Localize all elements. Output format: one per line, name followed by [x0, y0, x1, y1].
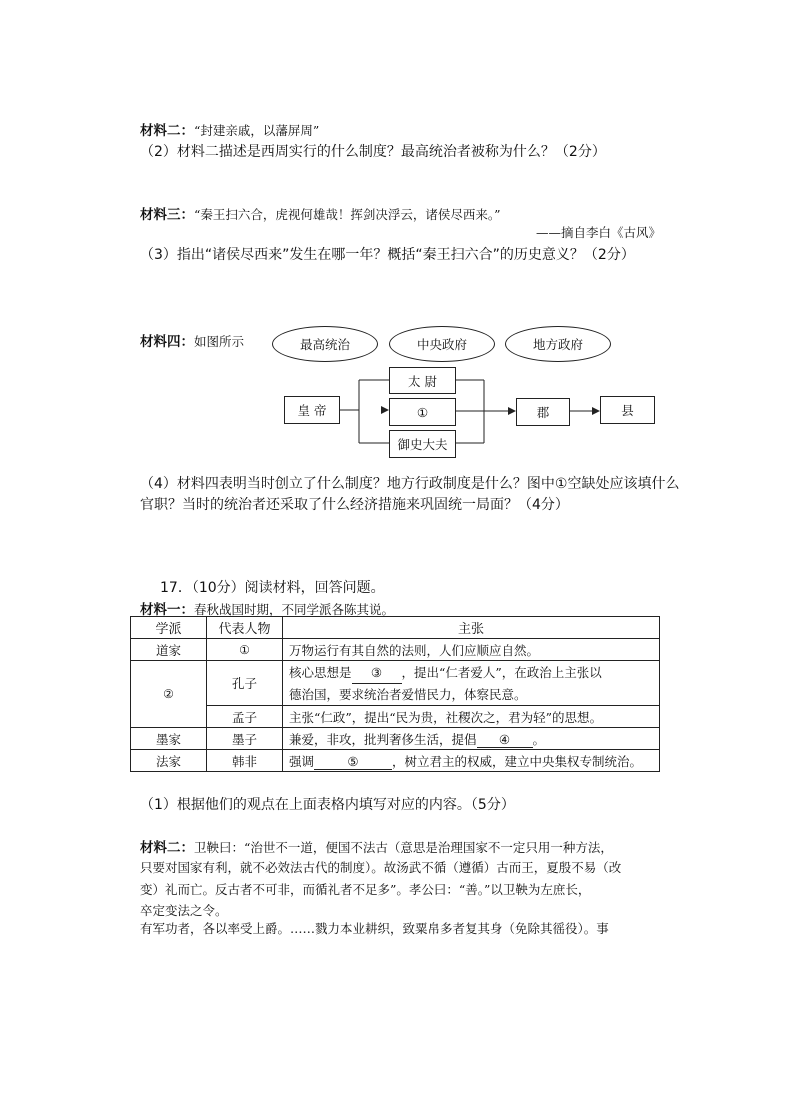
table-row: [131, 728, 660, 750]
header-representative: 代表人物: [207, 617, 283, 639]
view-text: 德治国，要求统治者爱惜民力，体察民意。: [289, 686, 527, 702]
box-emperor: 皇 帝: [284, 396, 340, 424]
ellipse-local-government: 地方政府: [505, 326, 611, 362]
material-1-line: [140, 598, 394, 618]
cell-school: 道家: [131, 639, 207, 661]
question-17-1: （1）根据他们的观点在上面表格内填写对应的内容。（5分）: [140, 797, 515, 813]
table-row: [131, 750, 660, 772]
material-caption: 如图所示: [194, 334, 245, 349]
view-text: 。: [532, 731, 546, 747]
material-label: 材料三：: [140, 207, 194, 223]
ellipse-central-government: 中央政府: [389, 326, 495, 362]
view-text: 强调: [289, 753, 315, 769]
cell-view: [283, 750, 660, 772]
cell-view: [283, 661, 660, 706]
ellipse-supreme-ruler: 最高统治: [272, 326, 378, 362]
question-4-line-2: 官职？当时的统治者还采取了什么经济措施来巩固统一局面？（4分）: [140, 497, 569, 513]
material-label: 材料二：: [140, 840, 194, 856]
header-school: 学派: [131, 617, 207, 639]
schools-table: [130, 616, 660, 772]
view-text: 兼爱，非攻，批判奢侈生活，提倡: [289, 731, 477, 747]
box-yushi-dafu: 御史大夫: [389, 430, 456, 458]
material-label: 材料四：: [140, 334, 194, 350]
cell-view: 万物运行有其自然的法则，人们应顺应自然。: [283, 639, 660, 661]
material-source: ——摘自李白《古风》: [536, 225, 662, 240]
view-text: 核心思想是: [289, 664, 352, 680]
material-2-line-5: 有军功者，各以率受上爵。……戮力本业耕织，致粟帛多者复其身（免除其徭役）。事: [140, 921, 609, 936]
material-label: 材料一：: [140, 602, 194, 618]
material-quote: “秦王扫六合，虎视何雄哉！挥剑决浮云，诸侯尽西来。”: [194, 207, 501, 222]
arrow-head: [381, 406, 389, 414]
header-proposition: 主张: [283, 617, 660, 639]
material-2-line-2: 只要对国家有利，就不必效法古代的制度）。故汤武不循（遵循）古而王，夏殷不易（改: [140, 860, 622, 875]
material-label: 材料二：: [140, 123, 194, 139]
box-county: 县: [600, 396, 655, 424]
box-commandery: 郡: [516, 398, 570, 426]
view-text: ，提出“仁者爱人”，在政治上主张以: [401, 664, 602, 680]
material-2-line-4: 卒定变法之令。: [140, 903, 228, 918]
cell-view: [283, 728, 660, 750]
cell-person: 墨子: [207, 728, 283, 750]
cell-person: 韩非: [207, 750, 283, 772]
blank-3: ③: [352, 662, 402, 684]
question-3: （3）指出“诸侯尽西来”发生在哪一年？概括“秦王扫六合”的历史意义？（2分）: [140, 247, 635, 263]
cell-person: 孟子: [207, 706, 283, 728]
table-row: [131, 639, 660, 661]
box-blank-1: ①: [389, 398, 456, 426]
cell-view: 主张“仁政”，提出“民为贵，社稷次之，君为轻”的思想。: [283, 706, 660, 728]
box-taiwei: 太 尉: [389, 367, 456, 394]
material-caption: 春秋战国时期，不同学派各陈其说。: [194, 602, 395, 617]
question-2: （2）材料二描述是西周实行的什么制度？最高统治者被称为什么？（2分）: [140, 144, 606, 160]
cell-school: 墨家: [131, 728, 207, 750]
cell-school: 法家: [131, 750, 207, 772]
arrow-head: [508, 407, 516, 415]
cell-person: 孔子: [207, 661, 283, 706]
cell-person: ①: [207, 639, 283, 661]
material-text: 卫鞅曰：“治世不一道，便国不法古（意思是治理国家不一定只用一种方法，: [194, 840, 613, 855]
blank-5: ⑤: [314, 754, 392, 770]
table-row: [131, 706, 660, 728]
question-17-title: 17．（10分）阅读材料，回答问题。: [160, 580, 385, 596]
arrow-head: [592, 407, 600, 415]
material-2-line-1: [140, 836, 613, 856]
table-header-row: [131, 617, 660, 639]
table-row: [131, 661, 660, 706]
material-quote: “封建亲戚，以藩屏周”: [194, 123, 320, 138]
material-2-line-3: 变）礼而亡。反古者不可非，而循礼者不足多”。孝公曰：“善。”以卫鞅为左庶长，: [140, 882, 591, 897]
question-4-line-1: （4）材料四表明当时创立了什么制度？地方行政制度是什么？图中①空缺处应该填什么: [140, 476, 680, 492]
view-text: ，树立君主的权威，建立中央集权专制统治。: [392, 753, 643, 769]
cell-school: ②: [131, 661, 207, 728]
blank-4: ④: [477, 732, 533, 748]
